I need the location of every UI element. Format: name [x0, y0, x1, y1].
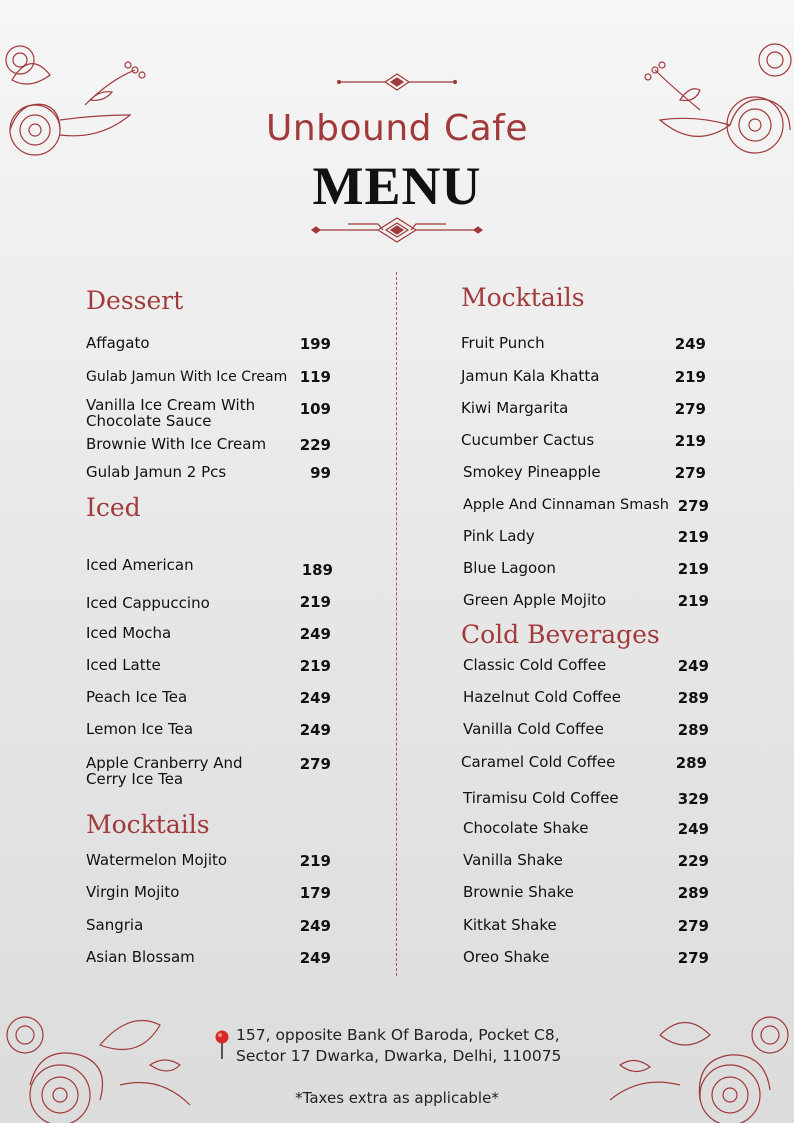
menu-item-name: Lemon Ice Tea: [86, 720, 194, 738]
menu-item-name: Virgin Mojito: [86, 883, 180, 901]
menu-item-price: 329: [677, 790, 709, 808]
menu-item-name: Blue Lagoon: [463, 559, 556, 577]
address-line-1: 157, opposite Bank Of Baroda, Pocket C8,: [236, 1026, 560, 1044]
menu-item-name: Caramel Cold Coffee: [461, 753, 616, 771]
menu-item-price: 109: [299, 400, 331, 418]
menu-item-name: Chocolate Shake: [463, 819, 589, 837]
menu-item-name: Asian Blossam: [86, 948, 195, 966]
menu-item-price: 249: [299, 917, 331, 935]
menu-item-price: 249: [677, 820, 709, 838]
menu-item-price: 229: [299, 436, 331, 454]
menu-item-name: Kiwi Margarita: [461, 399, 569, 417]
menu-item-price: 199: [299, 335, 331, 353]
menu-item-name: Gulab Jamun With Ice Cream: [86, 369, 288, 385]
menu-item-name: Pink Lady: [463, 527, 535, 545]
menu-item-name: Sangria: [86, 916, 144, 934]
menu-item-price: 279: [674, 400, 706, 418]
menu-item-price: 289: [677, 884, 709, 902]
cafe-name: Unbound Cafe: [266, 108, 528, 149]
menu-item-price: 99: [310, 464, 331, 482]
menu-item-name: Vanilla Cold Coffee: [463, 720, 604, 738]
menu-item-price: 249: [299, 625, 331, 643]
menu-item-price: 249: [299, 949, 331, 967]
menu-item-price: 249: [674, 335, 706, 353]
menu-item-price: 279: [677, 917, 709, 935]
menu-item-price: 279: [677, 497, 709, 515]
taxes-note: *Taxes extra as applicable*: [295, 1089, 499, 1107]
menu-item-name: Hazelnut Cold Coffee: [463, 688, 621, 706]
menu-item-name: Oreo Shake: [463, 948, 550, 966]
menu-item-price: 289: [677, 721, 709, 739]
menu-item-name: Jamun Kala Khatta: [461, 367, 600, 385]
menu-item-price: 249: [299, 689, 331, 707]
column-divider: [396, 272, 397, 976]
menu-item-name: Vanilla Ice Cream With Chocolate Sauce: [86, 396, 256, 430]
menu-item-price: 219: [677, 592, 709, 610]
menu-item-name: Classic Cold Coffee: [463, 656, 607, 674]
section-title-mocktails: Mocktails: [461, 283, 585, 312]
address-line-2: Sector 17 Dwarka, Dwarka, Delhi, 110075: [236, 1047, 562, 1065]
menu-item-price: 189: [301, 561, 333, 579]
menu-item-price: 219: [299, 852, 331, 870]
menu-item-name: Iced Latte: [86, 656, 161, 674]
menu-item-price: 279: [299, 755, 331, 773]
menu-item-name: Watermelon Mojito: [86, 851, 228, 869]
menu-item-price: 249: [677, 657, 709, 675]
ornament-divider-icon: [337, 72, 457, 92]
menu-item-name: Peach Ice Tea: [86, 688, 188, 706]
menu-item-name: Fruit Punch: [461, 334, 545, 352]
section-title-iced: Iced: [86, 493, 141, 522]
menu-item-name: Smokey Pineapple: [463, 463, 601, 481]
menu-title: MENU: [312, 156, 482, 216]
menu-item-price: 119: [299, 368, 331, 386]
menu-item-name: Iced American: [86, 556, 194, 574]
menu-item-price: 219: [674, 432, 706, 450]
menu-item-price: 279: [674, 464, 706, 482]
section-title-mocktails: Mocktails: [86, 810, 210, 839]
menu-item-price: 219: [299, 593, 331, 611]
section-title-cold-beverages: Cold Beverages: [461, 620, 660, 649]
menu-item-name: Vanilla Shake: [463, 851, 563, 869]
menu-item-name: Brownie With Ice Cream: [86, 435, 267, 453]
menu-item-name: Brownie Shake: [463, 883, 574, 901]
menu-item-name: Cucumber Cactus: [461, 431, 595, 449]
menu-item-name: Apple Cranberry And Cerry Ice Tea: [86, 754, 243, 788]
address: [236, 1025, 561, 1067]
menu-item-price: 219: [677, 528, 709, 546]
menu-item-name: Apple And Cinnaman Smash: [463, 497, 669, 513]
menu-item-price: 179: [299, 884, 331, 902]
location-pin-icon: [214, 1030, 230, 1060]
menu-item-name: Green Apple Mojito: [463, 591, 607, 609]
menu-item-name: Iced Mocha: [86, 624, 172, 642]
section-title-dessert: Dessert: [86, 286, 184, 315]
menu-item-price: 289: [677, 689, 709, 707]
ornament-divider-icon: [308, 216, 486, 244]
menu-item-name: Tiramisu Cold Coffee: [463, 789, 619, 807]
menu-item-name: Gulab Jamun 2 Pcs: [86, 463, 227, 481]
menu-item-name: Affagato: [86, 334, 150, 352]
menu-item-price: 229: [677, 852, 709, 870]
menu-item-price: 289: [675, 754, 707, 772]
menu-item-name: Iced Cappuccino: [86, 594, 210, 612]
menu-item-price: 219: [299, 657, 331, 675]
menu-item-price: 219: [674, 368, 706, 386]
menu-item-price: 279: [677, 949, 709, 967]
menu-item-price: 219: [677, 560, 709, 578]
menu-item-price: 249: [299, 721, 331, 739]
menu-item-name: Kitkat Shake: [463, 916, 557, 934]
